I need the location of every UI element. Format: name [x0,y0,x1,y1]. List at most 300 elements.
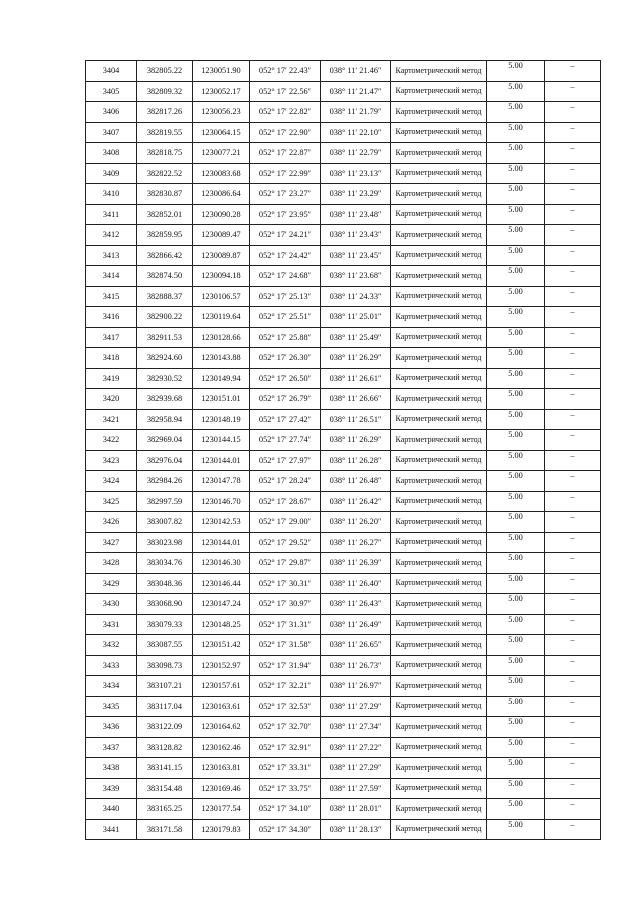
y-coordinate-cell: 1230179.83 [193,819,250,840]
method-cell: Картометрический метод [391,286,487,307]
accuracy-cell: 5.00 [487,614,545,635]
longitude-cell: 038° 11′ 26.66″ [321,389,391,410]
x-coordinate-cell: 382817.26 [137,102,193,123]
x-coordinate-cell: 382830.87 [137,184,193,205]
longitude-cell: 038° 11′ 23.68″ [321,266,391,287]
y-coordinate-cell: 1230146.30 [193,553,250,574]
longitude-cell: 038° 11′ 21.46″ [321,61,391,82]
note-cell: – [545,163,601,184]
method-cell: Картометрический метод [391,225,487,246]
note-cell: – [545,676,601,697]
note-cell: – [545,389,601,410]
longitude-cell: 038° 11′ 26.40″ [321,573,391,594]
latitude-cell: 052° 17′ 31.31″ [250,614,321,635]
y-coordinate-cell: 1230144.15 [193,430,250,451]
table-row [86,204,601,225]
table-row [86,61,601,82]
accuracy-cell: 5.00 [487,143,545,164]
accuracy-cell: 5.00 [487,204,545,225]
accuracy-cell: 5.00 [487,717,545,738]
latitude-cell: 052° 17′ 23.27″ [250,184,321,205]
latitude-cell: 052° 17′ 22.82″ [250,102,321,123]
note-cell: – [545,266,601,287]
longitude-cell: 038° 11′ 22.10″ [321,122,391,143]
table-row [86,430,601,451]
point-number-cell: 3436 [86,717,137,738]
y-coordinate-cell: 1230162.46 [193,737,250,758]
accuracy-cell: 5.00 [487,163,545,184]
note-cell: – [545,614,601,635]
latitude-cell: 052° 17′ 26.79″ [250,389,321,410]
table-row [86,184,601,205]
x-coordinate-cell: 382930.52 [137,368,193,389]
longitude-cell: 038° 11′ 26.28″ [321,450,391,471]
accuracy-cell: 5.00 [487,512,545,533]
accuracy-cell: 5.00 [487,819,545,840]
latitude-cell: 052° 17′ 32.53″ [250,696,321,717]
y-coordinate-cell: 1230094.18 [193,266,250,287]
x-coordinate-cell: 382822.52 [137,163,193,184]
x-coordinate-cell: 382976.04 [137,450,193,471]
point-number-cell: 3435 [86,696,137,717]
note-cell: – [545,512,601,533]
y-coordinate-cell: 1230157.61 [193,676,250,697]
note-cell: – [545,696,601,717]
note-cell: – [545,122,601,143]
y-coordinate-cell: 1230148.25 [193,614,250,635]
method-cell: Картометрический метод [391,163,487,184]
longitude-cell: 038° 11′ 28.01″ [321,799,391,820]
method-cell: Картометрический метод [391,573,487,594]
longitude-cell: 038° 11′ 26.51″ [321,409,391,430]
latitude-cell: 052° 17′ 27.74″ [250,430,321,451]
table-row [86,122,601,143]
accuracy-cell: 5.00 [487,799,545,820]
x-coordinate-cell: 383154.48 [137,778,193,799]
y-coordinate-cell: 1230149.94 [193,368,250,389]
x-coordinate-cell: 382969.04 [137,430,193,451]
x-coordinate-cell: 383034.76 [137,553,193,574]
table-row [86,491,601,512]
y-coordinate-cell: 1230146.70 [193,491,250,512]
table-row [86,532,601,553]
point-number-cell: 3404 [86,61,137,82]
latitude-cell: 052° 17′ 33.31″ [250,758,321,779]
accuracy-cell: 5.00 [487,122,545,143]
note-cell: – [545,553,601,574]
point-number-cell: 3429 [86,573,137,594]
y-coordinate-cell: 1230143.88 [193,348,250,369]
table-row [86,512,601,533]
table-row [86,614,601,635]
latitude-cell: 052° 17′ 22.99″ [250,163,321,184]
y-coordinate-cell: 1230090.28 [193,204,250,225]
x-coordinate-cell: 383068.90 [137,594,193,615]
x-coordinate-cell: 382888.37 [137,286,193,307]
latitude-cell: 052° 17′ 28.24″ [250,471,321,492]
latitude-cell: 052° 17′ 24.21″ [250,225,321,246]
accuracy-cell: 5.00 [487,758,545,779]
accuracy-cell: 5.00 [487,245,545,266]
latitude-cell: 052° 17′ 26.50″ [250,368,321,389]
coordinates-table [85,60,601,840]
y-coordinate-cell: 1230089.47 [193,225,250,246]
table-body [86,61,601,840]
note-cell: – [545,450,601,471]
point-number-cell: 3405 [86,81,137,102]
longitude-cell: 038° 11′ 26.48″ [321,471,391,492]
table-row [86,307,601,328]
x-coordinate-cell: 382911.53 [137,327,193,348]
y-coordinate-cell: 1230151.01 [193,389,250,410]
latitude-cell: 052° 17′ 33.75″ [250,778,321,799]
x-coordinate-cell: 383079.33 [137,614,193,635]
point-number-cell: 3409 [86,163,137,184]
note-cell: – [545,819,601,840]
method-cell: Картометрический метод [391,61,487,82]
point-number-cell: 3434 [86,676,137,697]
point-number-cell: 3422 [86,430,137,451]
latitude-cell: 052° 17′ 30.97″ [250,594,321,615]
table-row [86,717,601,738]
table-row [86,450,601,471]
method-cell: Картометрический метод [391,819,487,840]
longitude-cell: 038° 11′ 27.34″ [321,717,391,738]
latitude-cell: 052° 17′ 30.31″ [250,573,321,594]
note-cell: – [545,594,601,615]
accuracy-cell: 5.00 [487,61,545,82]
longitude-cell: 038° 11′ 23.13″ [321,163,391,184]
accuracy-cell: 5.00 [487,389,545,410]
table-row [86,348,601,369]
note-cell: – [545,327,601,348]
accuracy-cell: 5.00 [487,491,545,512]
point-number-cell: 3432 [86,635,137,656]
table-row [86,696,601,717]
point-number-cell: 3411 [86,204,137,225]
x-coordinate-cell: 382958.94 [137,409,193,430]
y-coordinate-cell: 1230083.68 [193,163,250,184]
table-row [86,245,601,266]
method-cell: Картометрический метод [391,430,487,451]
method-cell: Картометрический метод [391,245,487,266]
x-coordinate-cell: 382939.68 [137,389,193,410]
point-number-cell: 3440 [86,799,137,820]
accuracy-cell: 5.00 [487,102,545,123]
point-number-cell: 3416 [86,307,137,328]
longitude-cell: 038° 11′ 26.29″ [321,430,391,451]
longitude-cell: 038° 11′ 22.79″ [321,143,391,164]
y-coordinate-cell: 1230152.97 [193,655,250,676]
accuracy-cell: 5.00 [487,286,545,307]
table-row [86,163,601,184]
note-cell: – [545,573,601,594]
point-number-cell: 3438 [86,758,137,779]
note-cell: – [545,655,601,676]
longitude-cell: 038° 11′ 24.33″ [321,286,391,307]
accuracy-cell: 5.00 [487,655,545,676]
point-number-cell: 3407 [86,122,137,143]
accuracy-cell: 5.00 [487,368,545,389]
point-number-cell: 3415 [86,286,137,307]
table-row [86,635,601,656]
point-number-cell: 3426 [86,512,137,533]
x-coordinate-cell: 383048.36 [137,573,193,594]
table-row [86,573,601,594]
x-coordinate-cell: 383171.58 [137,819,193,840]
longitude-cell: 038° 11′ 27.29″ [321,696,391,717]
y-coordinate-cell: 1230169.46 [193,778,250,799]
accuracy-cell: 5.00 [487,225,545,246]
point-number-cell: 3419 [86,368,137,389]
method-cell: Картометрический метод [391,389,487,410]
longitude-cell: 038° 11′ 26.29″ [321,348,391,369]
x-coordinate-cell: 382805.22 [137,61,193,82]
method-cell: Картометрический метод [391,676,487,697]
method-cell: Картометрический метод [391,532,487,553]
method-cell: Картометрический метод [391,122,487,143]
note-cell: – [545,184,601,205]
accuracy-cell: 5.00 [487,573,545,594]
point-number-cell: 3412 [86,225,137,246]
note-cell: – [545,102,601,123]
longitude-cell: 038° 11′ 26.43″ [321,594,391,615]
y-coordinate-cell: 1230151.42 [193,635,250,656]
point-number-cell: 3408 [86,143,137,164]
method-cell: Картометрический метод [391,512,487,533]
accuracy-cell: 5.00 [487,184,545,205]
latitude-cell: 052° 17′ 27.97″ [250,450,321,471]
y-coordinate-cell: 1230144.01 [193,450,250,471]
table-row [86,286,601,307]
accuracy-cell: 5.00 [487,532,545,553]
method-cell: Картометрический метод [391,491,487,512]
x-coordinate-cell: 383117.04 [137,696,193,717]
x-coordinate-cell: 383165.25 [137,799,193,820]
table-row [86,553,601,574]
method-cell: Картометрический метод [391,799,487,820]
note-cell: – [545,143,601,164]
x-coordinate-cell: 382924.60 [137,348,193,369]
x-coordinate-cell: 383023.98 [137,532,193,553]
latitude-cell: 052° 17′ 32.21″ [250,676,321,697]
latitude-cell: 052° 17′ 29.87″ [250,553,321,574]
longitude-cell: 038° 11′ 26.65″ [321,635,391,656]
y-coordinate-cell: 1230177.54 [193,799,250,820]
method-cell: Картометрический метод [391,81,487,102]
latitude-cell: 052° 17′ 22.87″ [250,143,321,164]
y-coordinate-cell: 1230052.17 [193,81,250,102]
accuracy-cell: 5.00 [487,471,545,492]
x-coordinate-cell: 382859.95 [137,225,193,246]
latitude-cell: 052° 17′ 32.91″ [250,737,321,758]
point-number-cell: 3437 [86,737,137,758]
latitude-cell: 052° 17′ 23.95″ [250,204,321,225]
table-row [86,327,601,348]
x-coordinate-cell: 382874.50 [137,266,193,287]
table-row [86,102,601,123]
accuracy-cell: 5.00 [487,307,545,328]
latitude-cell: 052° 17′ 31.58″ [250,635,321,656]
x-coordinate-cell: 382852.01 [137,204,193,225]
point-number-cell: 3423 [86,450,137,471]
longitude-cell: 038° 11′ 21.47″ [321,81,391,102]
x-coordinate-cell: 383128.82 [137,737,193,758]
longitude-cell: 038° 11′ 25.01″ [321,307,391,328]
method-cell: Картометрический метод [391,696,487,717]
method-cell: Картометрический метод [391,758,487,779]
longitude-cell: 038° 11′ 27.59″ [321,778,391,799]
note-cell: – [545,635,601,656]
note-cell: – [545,225,601,246]
latitude-cell: 052° 17′ 34.30″ [250,819,321,840]
note-cell: – [545,245,601,266]
point-number-cell: 3430 [86,594,137,615]
method-cell: Картометрический метод [391,327,487,348]
note-cell: – [545,61,601,82]
latitude-cell: 052° 17′ 24.42″ [250,245,321,266]
accuracy-cell: 5.00 [487,409,545,430]
latitude-cell: 052° 17′ 32.70″ [250,717,321,738]
method-cell: Картометрический метод [391,471,487,492]
table-row [86,409,601,430]
x-coordinate-cell: 382997.59 [137,491,193,512]
longitude-cell: 038° 11′ 23.29″ [321,184,391,205]
table-row [86,799,601,820]
latitude-cell: 052° 17′ 25.51″ [250,307,321,328]
method-cell: Картометрический метод [391,655,487,676]
y-coordinate-cell: 1230147.78 [193,471,250,492]
latitude-cell: 052° 17′ 29.00″ [250,512,321,533]
method-cell: Картометрический метод [391,184,487,205]
x-coordinate-cell: 382866.42 [137,245,193,266]
accuracy-cell: 5.00 [487,450,545,471]
x-coordinate-cell: 382818.75 [137,143,193,164]
y-coordinate-cell: 1230142.53 [193,512,250,533]
longitude-cell: 038° 11′ 26.61″ [321,368,391,389]
note-cell: – [545,286,601,307]
method-cell: Картометрический метод [391,409,487,430]
point-number-cell: 3410 [86,184,137,205]
method-cell: Картометрический метод [391,450,487,471]
point-number-cell: 3418 [86,348,137,369]
note-cell: – [545,368,601,389]
y-coordinate-cell: 1230077.21 [193,143,250,164]
note-cell: – [545,758,601,779]
table-row [86,737,601,758]
method-cell: Картометрический метод [391,594,487,615]
accuracy-cell: 5.00 [487,266,545,287]
table-row [86,471,601,492]
point-number-cell: 3420 [86,389,137,410]
method-cell: Картометрический метод [391,778,487,799]
longitude-cell: 038° 11′ 23.45″ [321,245,391,266]
longitude-cell: 038° 11′ 26.42″ [321,491,391,512]
table-row [86,676,601,697]
table-row [86,266,601,287]
y-coordinate-cell: 1230119.64 [193,307,250,328]
y-coordinate-cell: 1230146.44 [193,573,250,594]
accuracy-cell: 5.00 [487,778,545,799]
accuracy-cell: 5.00 [487,635,545,656]
note-cell: – [545,471,601,492]
y-coordinate-cell: 1230051.90 [193,61,250,82]
point-number-cell: 3427 [86,532,137,553]
table-row [86,143,601,164]
longitude-cell: 038° 11′ 21.79″ [321,102,391,123]
accuracy-cell: 5.00 [487,553,545,574]
point-number-cell: 3414 [86,266,137,287]
x-coordinate-cell: 382900.22 [137,307,193,328]
note-cell: – [545,307,601,328]
table-row [86,655,601,676]
x-coordinate-cell: 383087.55 [137,635,193,656]
method-cell: Картометрический метод [391,553,487,574]
longitude-cell: 038° 11′ 23.48″ [321,204,391,225]
y-coordinate-cell: 1230064.15 [193,122,250,143]
note-cell: – [545,491,601,512]
longitude-cell: 038° 11′ 26.97″ [321,676,391,697]
method-cell: Картометрический метод [391,717,487,738]
y-coordinate-cell: 1230144.01 [193,532,250,553]
y-coordinate-cell: 1230086.64 [193,184,250,205]
table-row [86,81,601,102]
point-number-cell: 3417 [86,327,137,348]
point-number-cell: 3424 [86,471,137,492]
y-coordinate-cell: 1230147.24 [193,594,250,615]
point-number-cell: 3431 [86,614,137,635]
point-number-cell: 3413 [86,245,137,266]
accuracy-cell: 5.00 [487,327,545,348]
accuracy-cell: 5.00 [487,81,545,102]
method-cell: Картометрический метод [391,635,487,656]
accuracy-cell: 5.00 [487,696,545,717]
latitude-cell: 052° 17′ 29.52″ [250,532,321,553]
longitude-cell: 038° 11′ 28.13″ [321,819,391,840]
method-cell: Картометрический метод [391,102,487,123]
longitude-cell: 038° 11′ 23.43″ [321,225,391,246]
table-row [86,819,601,840]
latitude-cell: 052° 17′ 26.30″ [250,348,321,369]
point-number-cell: 3425 [86,491,137,512]
note-cell: – [545,778,601,799]
accuracy-cell: 5.00 [487,348,545,369]
method-cell: Картометрический метод [391,368,487,389]
point-number-cell: 3433 [86,655,137,676]
x-coordinate-cell: 383107.21 [137,676,193,697]
note-cell: – [545,409,601,430]
longitude-cell: 038° 11′ 26.49″ [321,614,391,635]
longitude-cell: 038° 11′ 26.27″ [321,532,391,553]
longitude-cell: 038° 11′ 27.29″ [321,758,391,779]
latitude-cell: 052° 17′ 22.43″ [250,61,321,82]
y-coordinate-cell: 1230089.87 [193,245,250,266]
note-cell: – [545,717,601,738]
latitude-cell: 052° 17′ 28.67″ [250,491,321,512]
latitude-cell: 052° 17′ 25.13″ [250,286,321,307]
table-row [86,778,601,799]
latitude-cell: 052° 17′ 22.90″ [250,122,321,143]
method-cell: Картометрический метод [391,348,487,369]
table-row [86,368,601,389]
method-cell: Картометрический метод [391,737,487,758]
accuracy-cell: 5.00 [487,594,545,615]
longitude-cell: 038° 11′ 26.73″ [321,655,391,676]
x-coordinate-cell: 383007.82 [137,512,193,533]
note-cell: – [545,799,601,820]
method-cell: Картометрический метод [391,143,487,164]
latitude-cell: 052° 17′ 25.88″ [250,327,321,348]
